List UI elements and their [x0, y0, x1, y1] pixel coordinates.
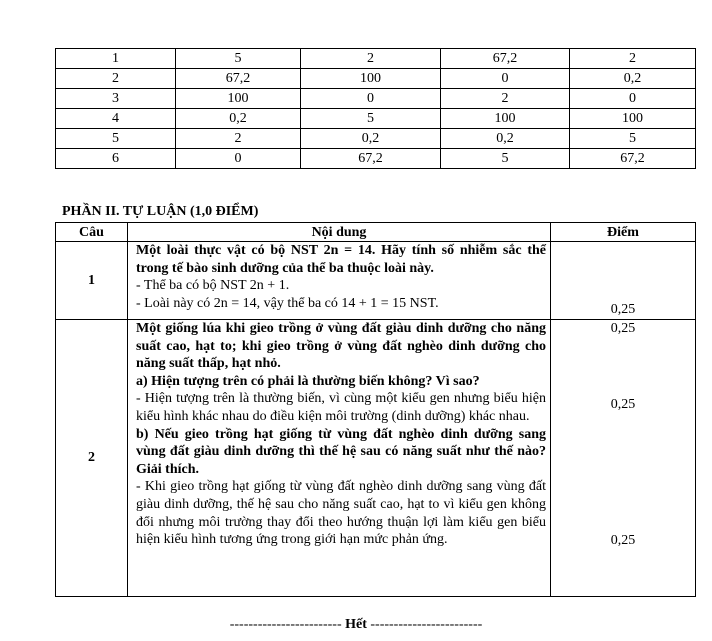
essay-header-row	[56, 223, 696, 242]
answer-cell: 0,2	[301, 129, 441, 149]
q2-score-a: 0,25	[610, 397, 636, 412]
question-content-2	[128, 320, 551, 597]
answer-row-number: 6	[56, 149, 176, 169]
answer-cell: 0	[570, 89, 696, 109]
q1-answer-line-2: - Loài này có 2n = 14, vậy thể ba có 14 + 1 = 15 NST.	[136, 295, 439, 311]
answer-cell: 100	[301, 69, 441, 89]
q2-a-question: a) Hiện tượng trên có phải là thường biến không? Vì sao?	[136, 373, 480, 389]
end-dashes-right: ------------------------	[370, 617, 483, 632]
answer-cell: 5	[570, 129, 696, 149]
answer-row-number: 2	[56, 69, 176, 89]
q2-b-answer: - Khi gieo trồng hạt giống từ vùng đất nghèo dinh dưỡng sang vùng đất giàu dinh dưỡng, thế hệ sau cho năng suất cao, hạt to vì kiểu gen không đổi nhưng môi trường thay đổi theo hướng thuận lợi làm kiểu gen biểu hiện kiểu hình tương ứng trong giới hạn mức phản ứng.	[136, 479, 546, 548]
end-dashes-left: ------------------------	[229, 617, 342, 632]
answer-row	[56, 89, 696, 109]
q2-b-question: b) Nếu gieo trồng hạt giống từ vùng đất nghèo dinh dưỡng sang vùng đất giàu dinh dưỡng thì thế hệ sau có năng suất như thế nào? Giải thích.	[136, 426, 546, 477]
q2-score-b: 0,25	[610, 533, 636, 548]
answer-cell: 2	[301, 49, 441, 69]
question-row-1	[56, 242, 696, 320]
q2-intro: Một giống lúa khi gieo trồng ở vùng đất giàu dinh dưỡng cho năng suất cao, hạt to; khi gieo trồng ở vùng đất nghèo dinh dưỡng cho năng suất thấp, hạt nhỏ.	[136, 321, 546, 372]
question-score-1	[551, 242, 696, 336]
answer-cell: 2	[176, 129, 301, 149]
essay-table	[55, 222, 696, 597]
answer-row	[56, 69, 696, 89]
answer-cell: 0	[176, 149, 301, 169]
answer-cell: 67,2	[176, 69, 301, 89]
answer-row	[56, 49, 696, 69]
header-content: Nội dung	[128, 223, 551, 242]
answer-cell: 0,2	[441, 129, 570, 149]
part-title: PHẦN II. TỰ LUẬN (1,0 ĐIỂM)	[62, 204, 259, 219]
answer-row-number: 3	[56, 89, 176, 109]
header-score: Điểm	[551, 223, 696, 242]
q1-score-1: 0,25	[610, 302, 636, 317]
answer-row	[56, 149, 696, 169]
question-number-1: 1	[56, 242, 128, 320]
answer-row-number: 5	[56, 129, 176, 149]
answer-cell: 100	[570, 109, 696, 129]
answer-cell: 2	[441, 89, 570, 109]
q2-a-answer: - Hiện tượng trên là thường biến, vì cùng một kiểu gen nhưng biểu hiện kiểu hình khác nhau do điều kiện môi trường (dinh dưỡng) khác nhau.	[136, 391, 546, 424]
answer-cell: 2	[570, 49, 696, 69]
answer-cell: 5	[176, 49, 301, 69]
answer-cell: 67,2	[301, 149, 441, 169]
answer-row-number: 1	[56, 49, 176, 69]
answer-cell: 67,2	[441, 49, 570, 69]
q1-question: Một loài thực vật có bộ NST 2n = 14. Hãy tính số nhiễm sắc thể trong tế bào sinh dưỡng của thể ba thuộc loài này.	[136, 243, 546, 276]
q1-answer-line-1: - Thể ba có bộ NST 2n + 1.	[136, 278, 290, 294]
answer-cell: 0,2	[570, 69, 696, 89]
answer-cell: 5	[301, 109, 441, 129]
answer-row	[56, 129, 696, 149]
answer-cell: 100	[176, 89, 301, 109]
answer-cell: 0	[441, 69, 570, 89]
q1-score-2: 0,25	[610, 321, 636, 336]
end-label: Hết	[345, 617, 367, 632]
question-score-2	[551, 320, 696, 597]
answer-cell: 5	[441, 149, 570, 169]
answer-row-number: 4	[56, 109, 176, 129]
question-number-2: 2	[56, 320, 128, 597]
answer-row	[56, 109, 696, 129]
answer-table	[55, 48, 696, 169]
answer-table-body	[56, 49, 696, 169]
answer-cell: 67,2	[570, 149, 696, 169]
end-marker	[0, 617, 712, 633]
answer-cell: 100	[441, 109, 570, 129]
answer-cell: 0,2	[176, 109, 301, 129]
question-content-1	[128, 242, 551, 320]
answer-cell: 0	[301, 89, 441, 109]
header-question: Câu	[56, 223, 128, 242]
question-row-2	[56, 320, 696, 597]
